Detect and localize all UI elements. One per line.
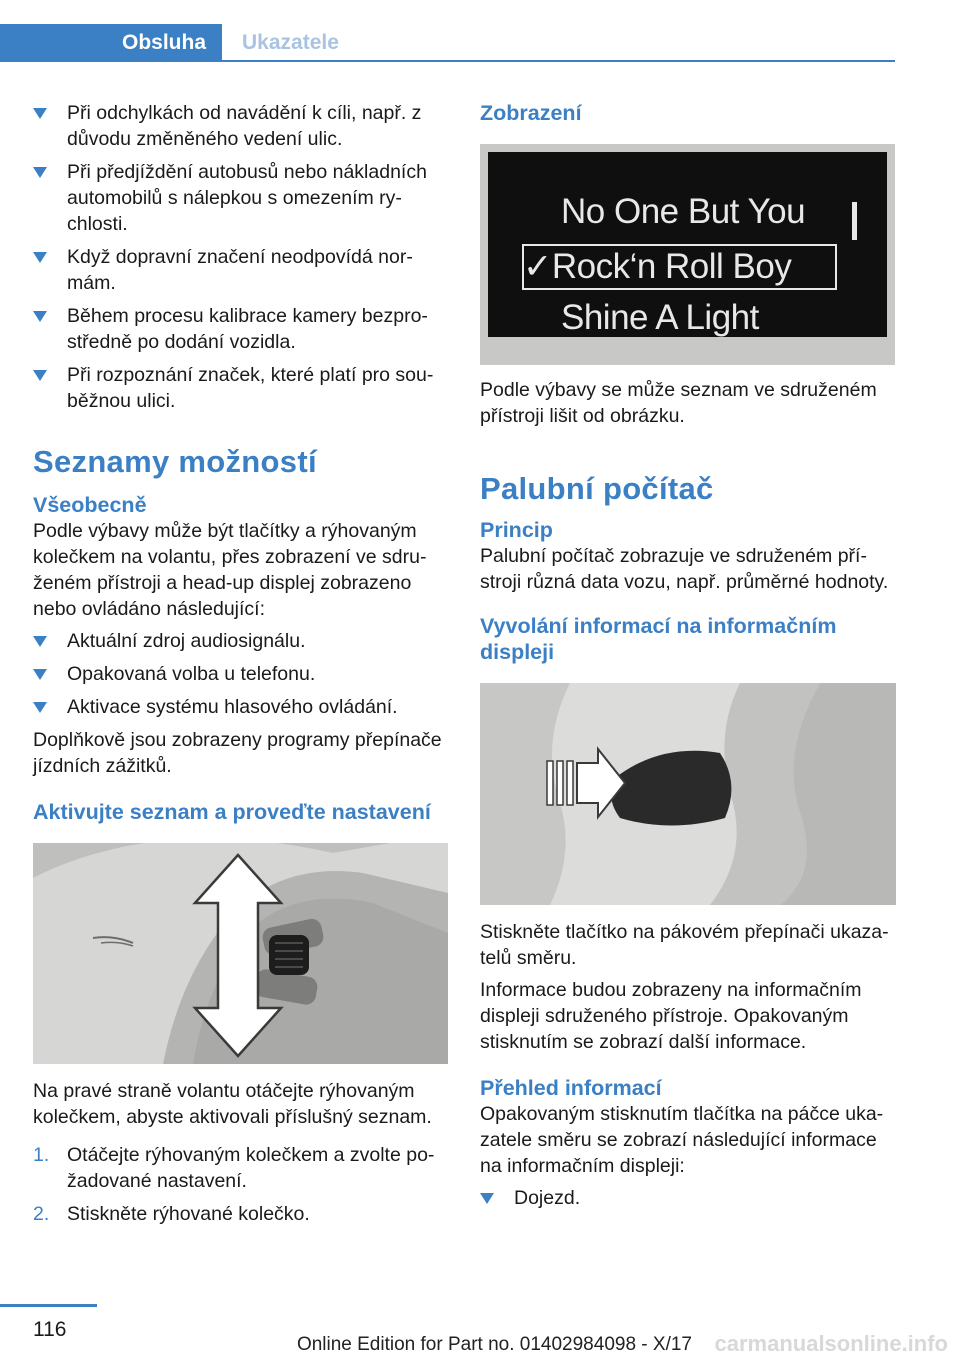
checkmark-icon: ✓	[523, 247, 552, 286]
list-item: Při rozpoznání značek, které platí pro sou‐běžnou ulici.	[33, 362, 448, 414]
left-column	[33, 100, 448, 1234]
caption-display: Podle výbavy se může seznam ve sdruženém přístroji lišit od obrázku.	[480, 379, 877, 427]
bullet-list-conditions	[33, 100, 448, 414]
list-item: Aktivace systému hlasového ovládání.	[33, 694, 448, 720]
list-item: 1. Otáčejte rýhovaným kolečkem a zvolte po‐žadované nastavení.	[33, 1144, 435, 1192]
subsection-title-vseobecne: Všeobecně	[33, 493, 147, 517]
header-rule	[0, 60, 895, 62]
subsection-title-zobrazeni: Zobrazení	[480, 101, 582, 125]
list-item: Při předjíždění autobusů nebo nákladních automobilů s nálepkou s omezením ry‐chlosti.	[33, 159, 448, 237]
section-title-palubni: Palubní počítač	[480, 471, 714, 506]
list-item: Aktuální zdroj audiosignálu.	[33, 628, 448, 654]
bullet-list-prehled	[480, 1185, 896, 1211]
subsection-title-princip: Princip	[480, 518, 553, 542]
paragraph-princip: Palubní počítač zobrazuje ve sdruženém pří‐stroji různá data vozu, např. průměrné hodnoty.	[480, 545, 889, 593]
steps-list	[33, 1142, 448, 1227]
bullet-list-features	[33, 628, 448, 720]
list-item: Při odchylkách od navádění k cíli, např. z důvodu změněného vedení ulic.	[33, 100, 448, 152]
steering-wheel-illustration	[33, 843, 448, 1064]
list-item: Během procesu kalibrace kamery bezpro‐středně po dodání vozidla.	[33, 303, 448, 355]
list-item: Když dopravní značení neodpovídá nor‐mám.	[33, 244, 448, 296]
list-item: Dojezd.	[480, 1185, 896, 1211]
right-column	[480, 100, 896, 1218]
display-line-2: ✓Rock‘n Roll Boy	[523, 247, 792, 286]
triangle-bullet-icon	[33, 669, 47, 680]
paragraph-vseobecne: Podle výbavy může být tlačítky a rýhovaným kolečkem na volantu, přes zobrazení ve sdru‐ženém přístroji a head-up displej zobrazeno nebo ovládáno následující:	[33, 520, 427, 620]
tab-ukazatele[interactable]: Ukazatele	[242, 30, 339, 54]
triangle-bullet-icon	[480, 1193, 494, 1204]
triangle-bullet-icon	[33, 702, 47, 713]
page-number: 116	[33, 1318, 67, 1341]
turn-signal-drawing	[480, 683, 896, 905]
subsection-title-vyvolani: Vyvolání informací na informačním displeji	[480, 614, 837, 664]
triangle-bullet-icon	[33, 370, 47, 381]
list-item: Opakovaná volba u telefonu.	[33, 661, 448, 687]
subsection-title-prehled: Přehled informací	[480, 1076, 662, 1100]
display-screen	[488, 152, 887, 337]
tab-obsluha[interactable]: Obsluha	[0, 24, 222, 61]
paragraph-drive-programs: Doplňkově jsou zobrazeny programy přepínače jízdních zážitků.	[33, 729, 442, 777]
caption-wheel: Na pravé straně volantu otáčejte rýhovaným kolečkem, abyste aktivovali příslušný seznam.	[33, 1080, 432, 1128]
list-item: 2. Stiskněte rýhované kolečko.	[33, 1203, 310, 1225]
edition-label: Online Edition for Part no. 01402984098 - X/17	[296, 1334, 692, 1355]
subsection-title-aktivujte: Aktivujte seznam a proveďte nastavení	[33, 800, 431, 824]
triangle-bullet-icon	[33, 636, 47, 647]
display-bezel	[480, 337, 895, 365]
triangle-bullet-icon	[33, 311, 47, 322]
display-scrollbar	[852, 202, 857, 240]
running-header	[0, 24, 895, 62]
section-title-seznamy: Seznamy možností	[33, 444, 317, 479]
triangle-bullet-icon	[33, 252, 47, 263]
paragraph-vyvolani-2: Informace budou zobrazeny na informačním displeji sdruženého přístroje. Opakovaným stisknutím se zobrazí další informace.	[480, 979, 862, 1053]
watermark: carmanualsonline.info	[714, 1331, 948, 1356]
paragraph-prehled: Opakovaným stisknutím tlačítka na páčce uka‐zatele směru se zobrazí následující informace na informačním displeji:	[480, 1103, 884, 1177]
triangle-bullet-icon	[33, 167, 47, 178]
display-line-1: No One But You	[561, 192, 806, 231]
steering-wheel-drawing	[33, 843, 448, 1064]
display-list-illustration	[480, 144, 895, 365]
triangle-bullet-icon	[33, 108, 47, 119]
turn-signal-illustration	[480, 683, 896, 905]
display-line-3: Shine A Light	[561, 298, 759, 337]
paragraph-vyvolani-1: Stiskněte tlačítko na pákovém přepínači ukaza‐telů směru.	[480, 921, 889, 969]
footer-rule	[0, 1304, 97, 1307]
